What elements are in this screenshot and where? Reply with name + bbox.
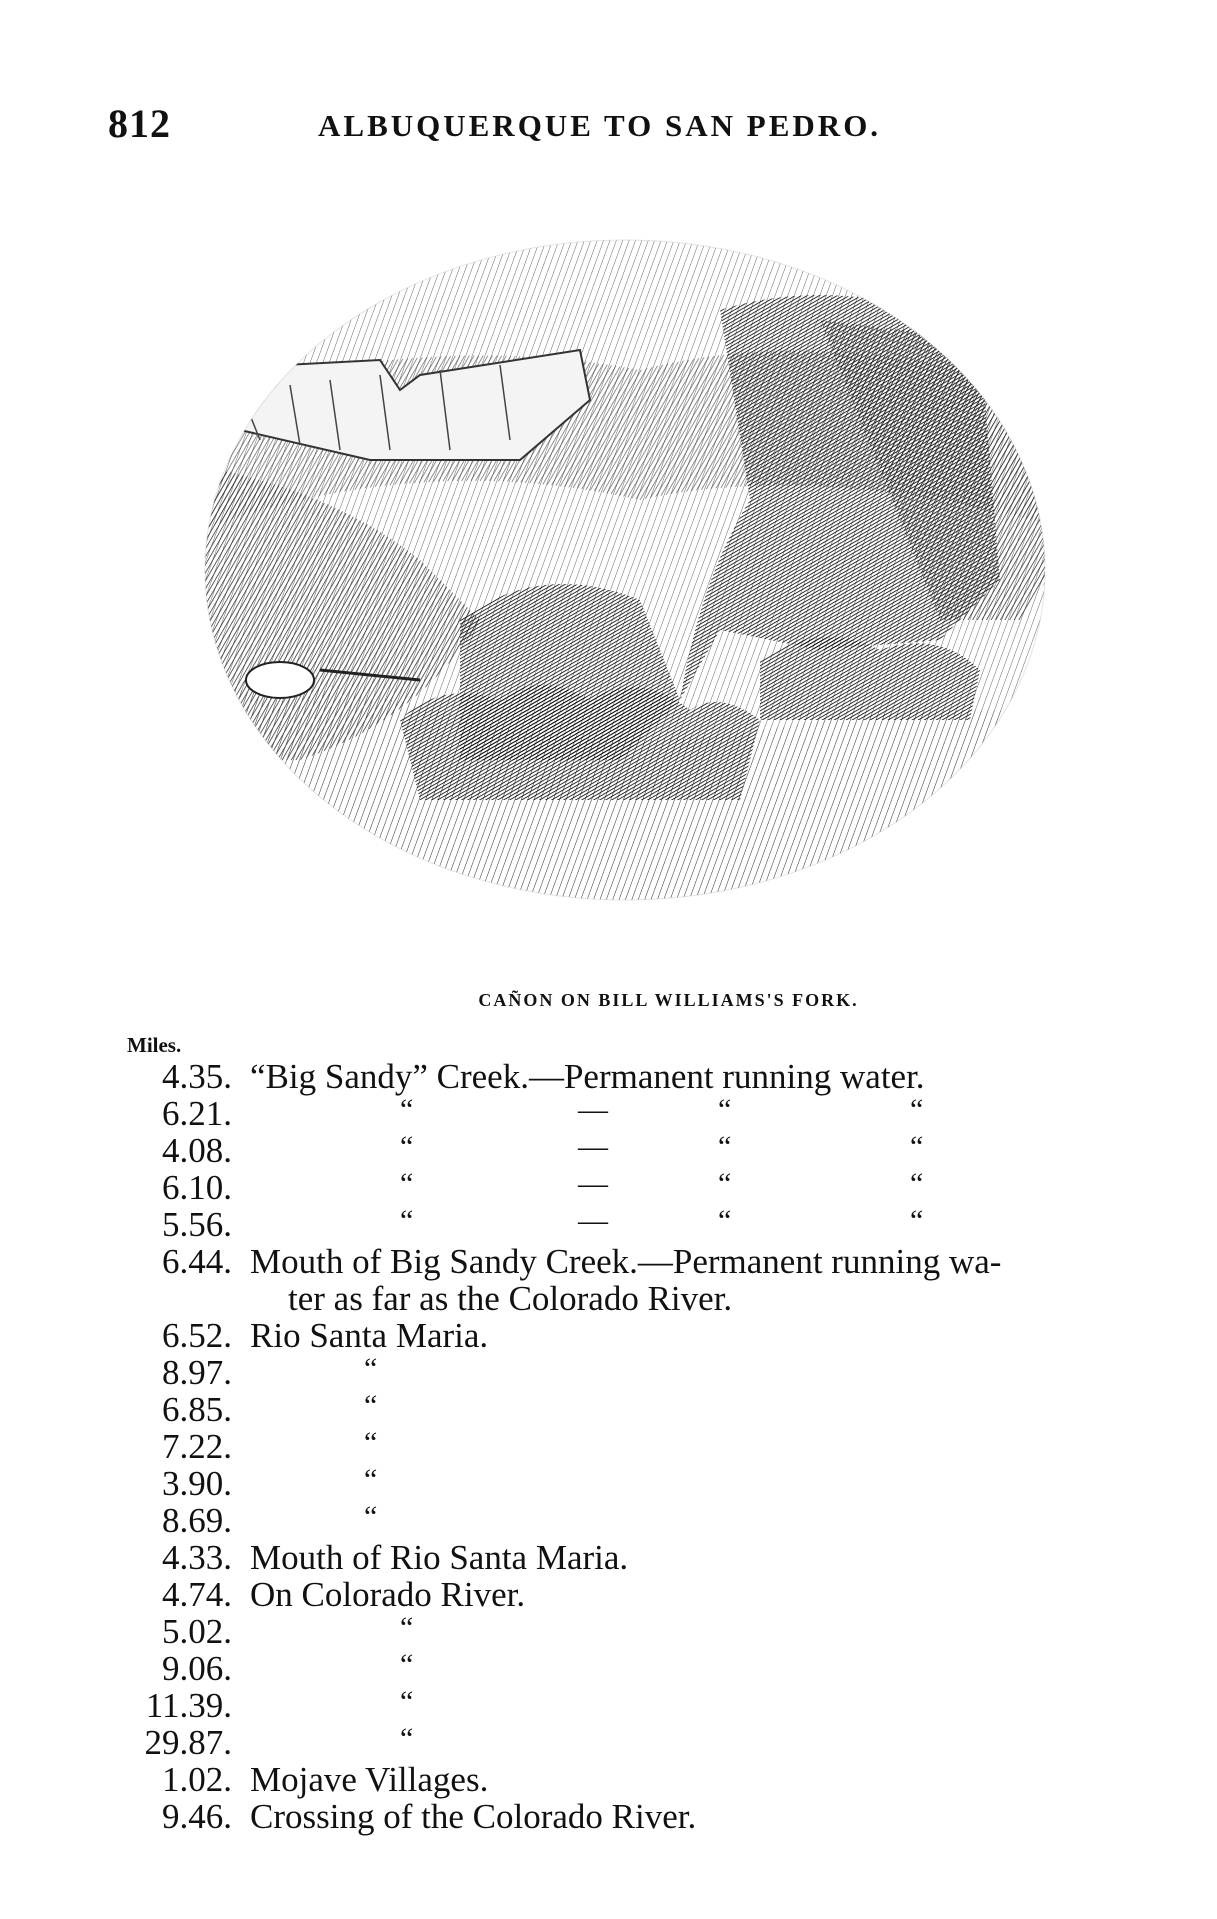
table-row	[0, 1354, 1217, 1391]
miles-value: 5.02.	[162, 1612, 232, 1651]
ditto-dash: —	[578, 1130, 608, 1163]
place-description: Crossing of the Colorado River.	[250, 1797, 697, 1836]
table-row	[0, 1243, 1217, 1280]
miles-value: 7.22.	[162, 1427, 232, 1466]
miles-value: 1.02.	[162, 1760, 232, 1799]
table-row	[0, 1465, 1217, 1502]
ditto-mark: “	[910, 1093, 924, 1126]
ditto-mark: “	[910, 1167, 924, 1200]
table-row	[0, 1095, 1217, 1132]
ditto-mark: “	[400, 1648, 414, 1681]
running-title: ALBUQUERQUE TO SAN PEDRO.	[318, 108, 882, 143]
illustration-caption: CAÑON ON BILL WILLIAMS'S FORK.	[478, 990, 859, 1010]
miles-value: 4.74.	[162, 1575, 232, 1614]
place-description-continued: ter as far as the Colorado River.	[288, 1279, 733, 1318]
table-row	[0, 1206, 1217, 1243]
table-row	[0, 1613, 1217, 1650]
ditto-mark: “	[364, 1463, 378, 1496]
ditto-mark: “	[400, 1611, 414, 1644]
ditto-mark: “	[400, 1093, 414, 1126]
ditto-mark: “	[718, 1204, 732, 1237]
miles-value: 6.44.	[162, 1242, 232, 1281]
page-number: 812	[108, 101, 171, 146]
table-row	[0, 1650, 1217, 1687]
ditto-dash: —	[578, 1204, 608, 1237]
table-row	[0, 1317, 1217, 1354]
ditto-mark: “	[364, 1389, 378, 1422]
ditto-mark: “	[400, 1204, 414, 1237]
table-row	[0, 1428, 1217, 1465]
ditto-mark: “	[400, 1130, 414, 1163]
miles-value: 6.21.	[162, 1094, 232, 1133]
miles-value: 6.85.	[162, 1390, 232, 1429]
place-description: Mouth of Big Sandy Creek.—Permanent running wa-	[250, 1242, 1002, 1281]
ditto-mark: “	[718, 1167, 732, 1200]
miles-column-heading: Miles.	[127, 1033, 182, 1057]
ditto-mark: “	[400, 1167, 414, 1200]
table-row-continuation	[0, 1280, 1217, 1317]
miles-value: 3.90.	[162, 1464, 232, 1503]
table-row	[0, 1391, 1217, 1428]
ditto-mark: “	[910, 1130, 924, 1163]
table-row	[0, 1132, 1217, 1169]
ditto-mark: “	[364, 1426, 378, 1459]
table-row	[0, 1798, 1217, 1835]
miles-value: 8.97.	[162, 1353, 232, 1392]
ditto-mark: “	[364, 1352, 378, 1385]
miles-value: 6.52.	[162, 1316, 232, 1355]
table-row	[0, 1576, 1217, 1613]
table-row	[0, 1502, 1217, 1539]
ditto-mark: “	[718, 1093, 732, 1126]
table-row	[0, 1058, 1217, 1095]
canyon-engraving	[120, 200, 1130, 980]
ditto-mark: “	[364, 1500, 378, 1533]
miles-value: 9.06.	[162, 1649, 232, 1688]
miles-value: 29.87.	[144, 1723, 232, 1762]
miles-value: 5.56.	[162, 1205, 232, 1244]
ditto-dash: —	[578, 1167, 608, 1200]
miles-value: 11.39.	[145, 1686, 232, 1725]
table-row	[0, 1539, 1217, 1576]
table-row	[0, 1687, 1217, 1724]
place-description: Mouth of Rio Santa Maria.	[250, 1538, 629, 1577]
miles-value: 4.33.	[162, 1538, 232, 1577]
place-description: “Big Sandy” Creek.—Permanent running water.	[250, 1057, 925, 1096]
place-description: Rio Santa Maria.	[250, 1316, 489, 1355]
miles-value: 6.10.	[162, 1168, 232, 1207]
ditto-mark: “	[910, 1204, 924, 1237]
ditto-mark: “	[400, 1685, 414, 1718]
ditto-mark: “	[400, 1722, 414, 1755]
miles-value: 9.46.	[162, 1797, 232, 1836]
table-row	[0, 1724, 1217, 1761]
distance-table	[0, 1058, 1217, 1835]
ditto-dash: —	[578, 1093, 608, 1126]
table-row	[0, 1761, 1217, 1798]
ditto-mark: “	[718, 1130, 732, 1163]
place-description: Mojave Villages.	[250, 1760, 489, 1799]
miles-value: 4.35.	[162, 1057, 232, 1096]
page-header	[0, 100, 1217, 160]
miles-value: 4.08.	[162, 1131, 232, 1170]
table-row	[0, 1169, 1217, 1206]
place-description: On Colorado River.	[250, 1575, 526, 1614]
miles-value: 8.69.	[162, 1501, 232, 1540]
